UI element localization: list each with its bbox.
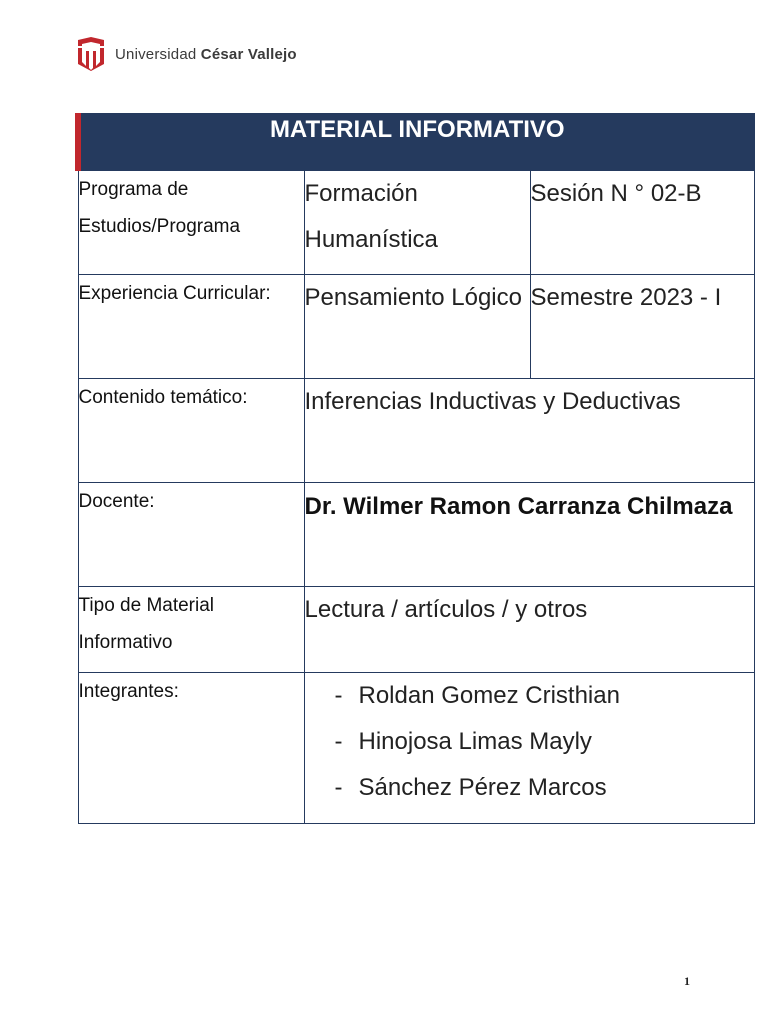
page-number: 1 <box>684 974 690 988</box>
university-name-regular: Universidad <box>115 45 201 63</box>
member-name: Roldan Gomez Cristhian <box>358 682 620 709</box>
members-row <box>78 673 754 824</box>
list-item: - Sánchez Pérez Marcos <box>334 774 607 801</box>
university-logo <box>76 36 297 72</box>
content-label: Contenido temático: <box>78 379 304 483</box>
content-value: Inferencias Inductivas y Deductivas <box>304 379 754 483</box>
university-name-bold: César Vallejo <box>200 45 297 63</box>
document-title: MATERIAL INFORMATIVO <box>78 114 754 171</box>
teacher-value: Dr. Wilmer Ramon Carranza Chilmaza <box>304 483 754 587</box>
material-type-label: Tipo de Material Informativo <box>78 587 304 673</box>
title-row <box>78 114 754 171</box>
list-item: - Hinojosa Limas Mayly <box>334 728 592 755</box>
ucv-shield-icon <box>76 37 106 71</box>
program-label: Programa de Estudios/Programa <box>78 171 304 275</box>
teacher-label: Docente: <box>78 483 304 587</box>
experience-label: Experiencia Curricular: <box>78 275 304 379</box>
program-value: Formación Humanística <box>304 171 530 275</box>
semester-value: Semestre 2023 - I <box>530 275 754 379</box>
material-type-value: Lectura / artículos / y otros <box>304 587 754 673</box>
info-table <box>75 113 755 824</box>
members-list <box>305 673 754 811</box>
university-name <box>115 46 297 63</box>
member-name: Sánchez Pérez Marcos <box>358 774 607 801</box>
teacher-row <box>78 483 754 587</box>
members-cell <box>304 673 754 824</box>
experience-row <box>78 275 754 379</box>
material-type-row <box>78 587 754 673</box>
program-row <box>78 171 754 275</box>
members-label: Integrantes: <box>78 673 304 824</box>
session-value: Sesión N ° 02-B <box>530 171 754 275</box>
content-row <box>78 379 754 483</box>
list-item: - Roldan Gomez Cristhian <box>334 682 620 709</box>
experience-value: Pensamiento Lógico <box>304 275 530 379</box>
member-name: Hinojosa Limas Mayly <box>358 728 592 755</box>
